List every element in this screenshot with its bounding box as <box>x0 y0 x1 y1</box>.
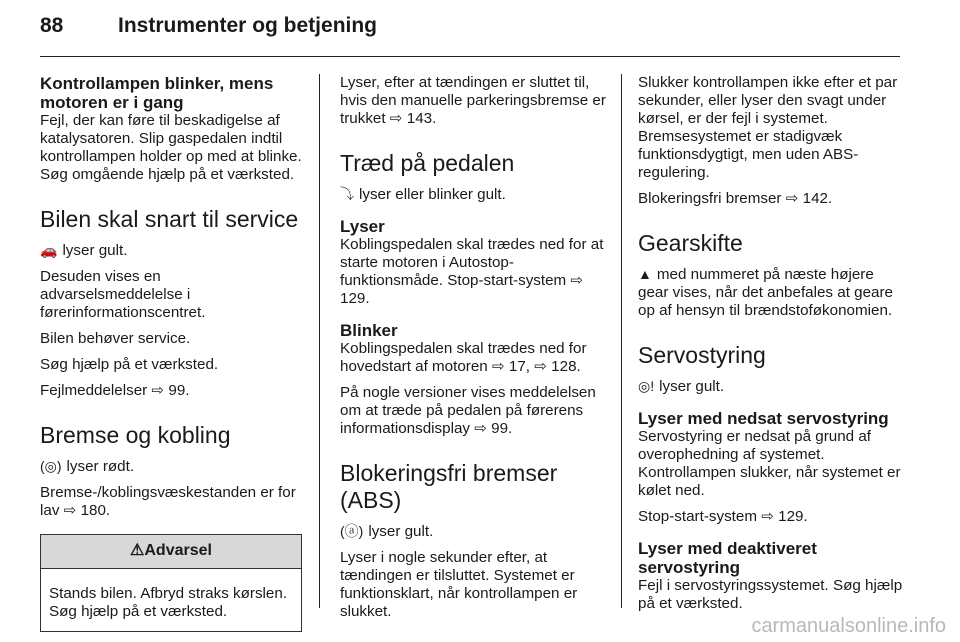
clutch-pedal-icon: ⤵ <box>340 186 354 202</box>
section-heading: Blokeringsfri bremser (ABS) <box>340 460 558 513</box>
column-divider <box>319 74 320 608</box>
paragraph: Slukker kontrollampen ikke efter et par sekunder, eller lyser den svagt under kørsel, er der fejl i systemet. Bremsesystemet er stadigvæk funktionsdygtigt, men uden ABS-regulering. <box>638 74 898 181</box>
car-service-icon: 🚗 <box>40 242 58 258</box>
warning-triangle-icon: ⚠ <box>130 542 145 559</box>
column-2 <box>340 74 606 621</box>
section-heading: Bremse og kobling <box>40 422 231 448</box>
section-heading: Servostyring <box>638 342 766 368</box>
section-heading: Træd på pedalen <box>340 150 515 176</box>
upshift-arrow-icon: ▲ <box>638 266 652 282</box>
paragraph: Servostyring er nedsat på grund af overophedning af systemet. Kontrollampen slukker, når systemet er kølet ned. <box>638 428 901 499</box>
link-reference[interactable]: Blokeringsfri bremser ⇨ 142. <box>638 190 833 207</box>
section-heading: Lyser med deaktiveret servostyring <box>638 539 817 577</box>
paragraph: (ⓐ) lyser gult. <box>340 523 434 540</box>
section-heading: Bilen skal snart til service <box>40 206 299 232</box>
paragraph: Fejl i servostyringssystemet. Søg hjælp på et værksted. <box>638 577 903 612</box>
watermark: carmanualsonline.info <box>751 615 946 637</box>
header-rule <box>40 56 900 57</box>
column-3 <box>638 74 904 613</box>
section-heading: Gearskifte <box>638 230 743 256</box>
section-heading: Lyser <box>340 217 385 236</box>
paragraph: Bilen behøver service. <box>40 330 191 347</box>
warning-text: Stands bilen. Afbryd straks kørslen. Søg hjælp på et værksted. <box>49 585 288 620</box>
paragraph: ◎! lyser gult. <box>638 378 725 395</box>
paragraph: ▲ med nummeret på næste højere gear vises, når det anbefales at geare op af hensyn til brændstoføkonomien. <box>638 266 893 319</box>
paragraph: Koblingspedalen skal trædes ned for hovedstart af motoren ⇨ 17, ⇨ 128. <box>340 340 587 375</box>
paragraph: Koblingspedalen skal trædes ned for at starte motoren i Autostop-funktionsmåde. Stop-start-system ⇨ 129. <box>340 236 604 307</box>
paragraph: 🚗 lyser gult. <box>40 242 128 259</box>
paragraph: På nogle versioner vises meddelelsen om at træde på pedalen på førerens informationsdisplay ⇨ 99. <box>340 384 596 437</box>
page-number: 88 <box>40 14 64 37</box>
page-title: Instrumenter og betjening <box>118 14 378 37</box>
paragraph: Stop-start-system ⇨ 129. <box>638 508 808 525</box>
paragraph: Fejl, der kan føre til beskadigelse af katalysatoren. Slip gaspedalen indtil kontrollampen holder op med at blinke. Søg omgående hjælp på et værksted. <box>40 112 302 183</box>
section-heading: Lyser med nedsat servostyring <box>638 409 889 428</box>
paragraph: ⤵ lyser eller blinker gult. <box>340 186 506 203</box>
section-heading: Blinker <box>340 321 398 340</box>
paragraph: Lyser, efter at tændingen er sluttet til, hvis den manuelle parkeringsbremse er trukket ⇨ 143. <box>340 74 606 127</box>
paragraph: Desuden vises en advarselsmeddelelse i førerinformationscentret. <box>40 268 206 321</box>
column-divider <box>621 74 622 608</box>
warning-box <box>40 534 302 632</box>
paragraph: (◎) lyser rødt. <box>40 458 135 475</box>
paragraph: Lyser i nogle sekunder efter, at tændingen er tilsluttet. Systemet er funktionsklart, når kontrollampen er slukket. <box>340 549 578 620</box>
page-header <box>40 14 377 38</box>
warning-header: ⚠Advarsel <box>41 535 301 569</box>
abs-icon: (ⓐ) <box>340 523 364 539</box>
brake-icon: (◎) <box>40 458 62 474</box>
column-1 <box>40 74 302 632</box>
section-heading: Kontrollampen blinker, mens motoren er i gang <box>40 74 274 112</box>
steering-icon: ◎! <box>638 378 655 394</box>
link-reference[interactable]: Fejlmeddelelser ⇨ 99. <box>40 382 190 399</box>
paragraph: Bremse-/koblingsvæskestanden er for lav ⇨ 180. <box>40 484 296 519</box>
paragraph: Søg hjælp på et værksted. <box>40 356 219 373</box>
